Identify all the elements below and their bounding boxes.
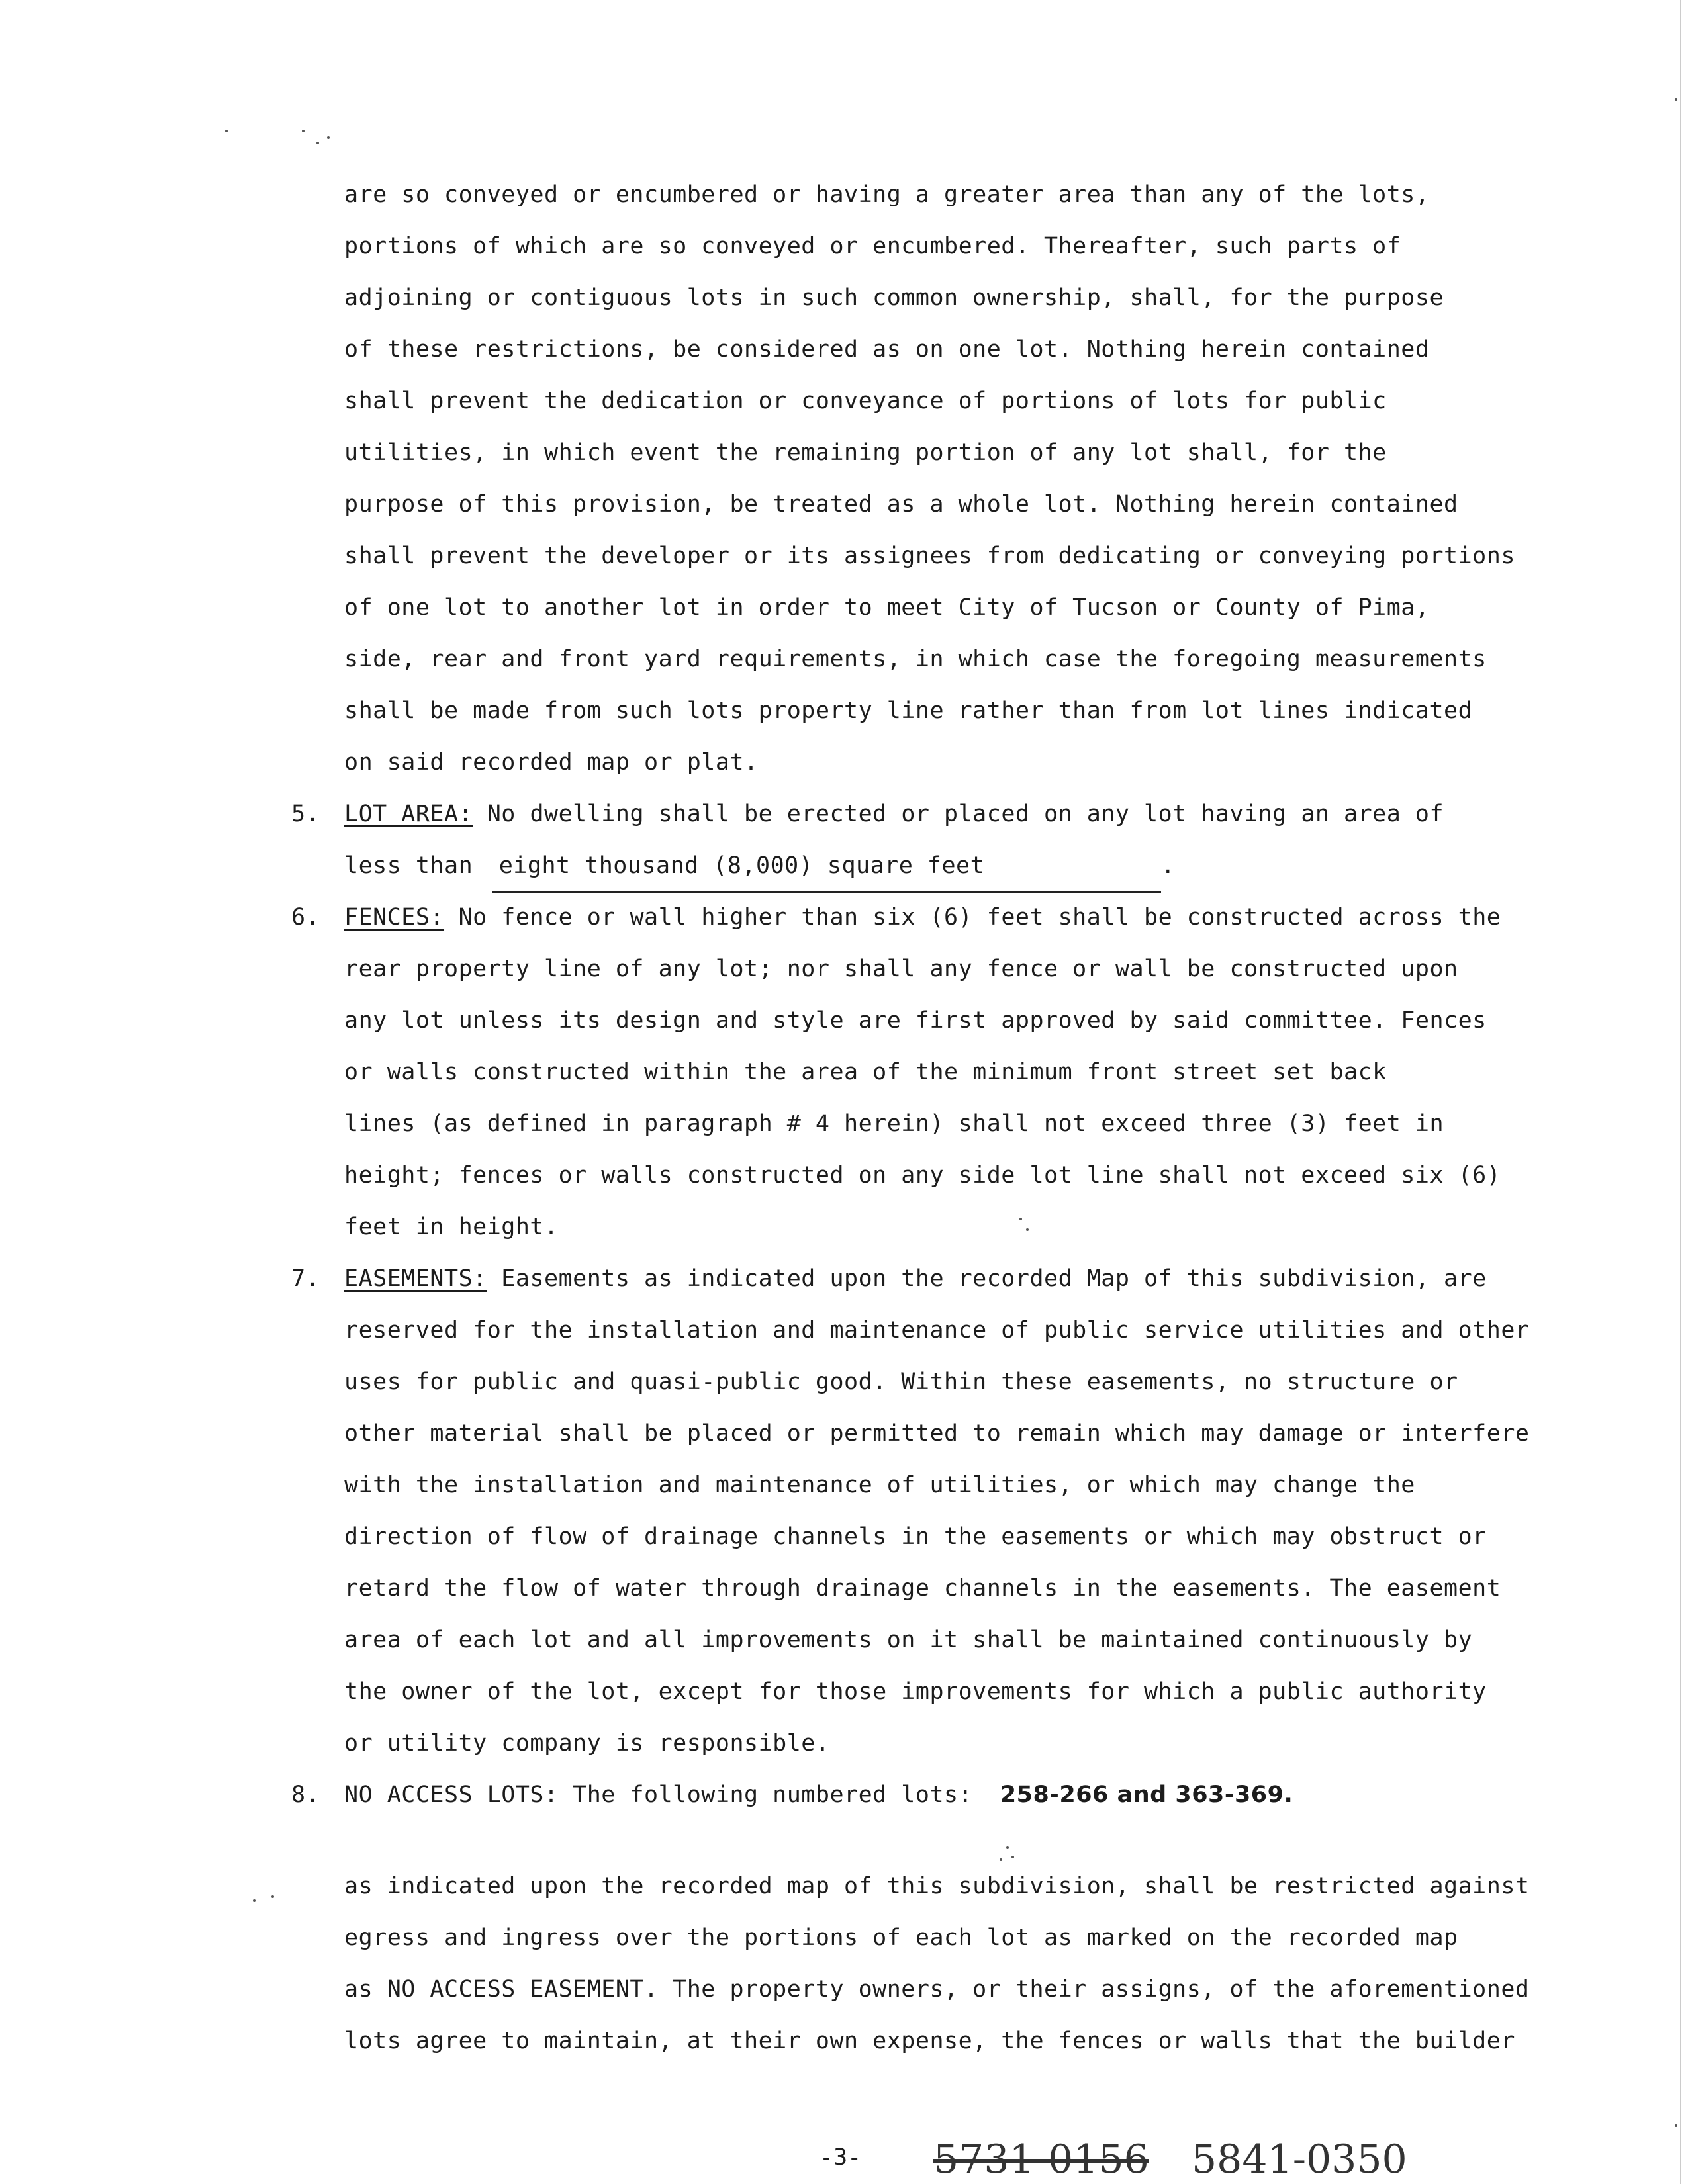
text-line: utilities, in which event the remaining portion of any lot shall, for the bbox=[344, 439, 1387, 466]
section-text: The following numbered lots: bbox=[573, 1782, 973, 1808]
section-easements bbox=[291, 1253, 1530, 1769]
section-text: less than bbox=[344, 852, 473, 879]
text-line: retard the flow of water through drainage channels in the easements. The easement bbox=[344, 1575, 1501, 1602]
section-heading: FENCES: bbox=[344, 904, 445, 931]
page-edge bbox=[1680, 0, 1681, 2184]
text-line: shall prevent the developer or its assignees from dedicating or conveying portions bbox=[344, 543, 1515, 569]
page-footer bbox=[0, 2136, 1688, 2184]
text-line: shall prevent the dedication or conveyance of portions of lots for public bbox=[344, 388, 1387, 414]
text-line: any lot unless its design and style are first approved by said committee. Fences bbox=[344, 1007, 1487, 1034]
text-line: as indicated upon the recorded map of this subdivision, shall be restricted against bbox=[344, 1873, 1530, 1899]
text-line: side, rear and front yard requirements, in which case the foregoing measurements bbox=[344, 646, 1487, 672]
section-fences bbox=[291, 891, 1501, 1253]
text-line: height; fences or walls constructed on any side lot line shall not exceed six (6) bbox=[344, 1162, 1501, 1189]
text-line: egress and ingress over the portions of each lot as marked on the recorded map bbox=[344, 1925, 1458, 1951]
text-line: or walls constructed within the area of the minimum front street set back bbox=[344, 1059, 1387, 1085]
text-line: are so conveyed or encumbered or having a greater area than any of the lots, bbox=[344, 181, 1430, 208]
document-body bbox=[291, 169, 1530, 2067]
text-line: uses for public and quasi-public good. Within these easements, no structure or bbox=[344, 1369, 1458, 1395]
text-line: lots agree to maintain, at their own expense, the fences or walls that the builder bbox=[344, 2028, 1515, 2054]
text-line: adjoining or contiguous lots in such common ownership, shall, for the purpose bbox=[344, 285, 1444, 311]
text-line: with the installation and maintenance of utilities, or which may change the bbox=[344, 1472, 1415, 1498]
book-page-stamp-old: 5731-0156 bbox=[933, 2136, 1149, 2183]
book-page-stamp-new: 5841-0350 bbox=[1192, 2136, 1407, 2183]
page-number: -3- bbox=[820, 2144, 862, 2171]
section-text: No fence or wall higher than six (6) feet shall be constructed across the bbox=[458, 904, 1501, 931]
section-number: 5. bbox=[291, 801, 320, 827]
text-line: purpose of this provision, be treated as a whole lot. Nothing herein contained bbox=[344, 491, 1458, 518]
text-line: feet in height. bbox=[344, 1214, 559, 1240]
text-line: area of each lot and all improvements on it shall be maintained continuously by bbox=[344, 1627, 1473, 1653]
text-line: the owner of the lot, except for those improvements for which a public authority bbox=[344, 1678, 1487, 1705]
section-heading: EASEMENTS: bbox=[344, 1265, 487, 1292]
text-line: lines (as defined in paragraph # 4 herein) shall not exceed three (3) feet in bbox=[344, 1111, 1444, 1137]
lot-numbers: 258-266 and 363-369. bbox=[1000, 1782, 1293, 1808]
text-line: shall be made from such lots property line rather than from lot lines indicated bbox=[344, 698, 1473, 724]
text-line: of one lot to another lot in order to meet City of Tucson or County of Pima, bbox=[344, 594, 1430, 621]
section-heading: LOT AREA: bbox=[344, 801, 473, 827]
text-line: rear property line of any lot; nor shall any fence or wall be constructed upon bbox=[344, 956, 1458, 982]
spacer bbox=[291, 1821, 1483, 1860]
period: . bbox=[1160, 852, 1176, 879]
section-no-access-lots bbox=[291, 1769, 1530, 2067]
text-line: as NO ACCESS EASEMENT. The property owners, or their assigns, of the aforementioned bbox=[344, 1976, 1530, 2003]
text-line: direction of flow of drainage channels in the easements or which may obstruct or bbox=[344, 1524, 1487, 1550]
text-line: reserved for the installation and maintenance of public service utilities and other bbox=[344, 1317, 1530, 1343]
section-text: No dwelling shall be erected or placed on any lot having an area of bbox=[487, 801, 1444, 827]
continuation-paragraph bbox=[291, 169, 1515, 788]
text-line: of these restrictions, be considered as on one lot. Nothing herein contained bbox=[344, 336, 1430, 363]
section-lot-area bbox=[291, 788, 1483, 891]
text-line: other material shall be placed or permitted to remain which may damage or interfere bbox=[344, 1420, 1530, 1447]
section-number: 8. bbox=[291, 1782, 320, 1808]
section-text: Easements as indicated upon the recorded Map of this subdivision, are bbox=[501, 1265, 1487, 1292]
lot-area-fill-in: eight thousand (8,000) square feet bbox=[492, 840, 1161, 893]
text-line: portions of which are so conveyed or encumbered. Thereafter, such parts of bbox=[344, 233, 1401, 259]
section-number: 6. bbox=[291, 904, 320, 931]
text-line: or utility company is responsible. bbox=[344, 1730, 830, 1756]
section-heading: NO ACCESS LOTS: bbox=[344, 1782, 559, 1808]
text-line: on said recorded map or plat. bbox=[344, 749, 759, 776]
section-number: 7. bbox=[291, 1265, 320, 1292]
